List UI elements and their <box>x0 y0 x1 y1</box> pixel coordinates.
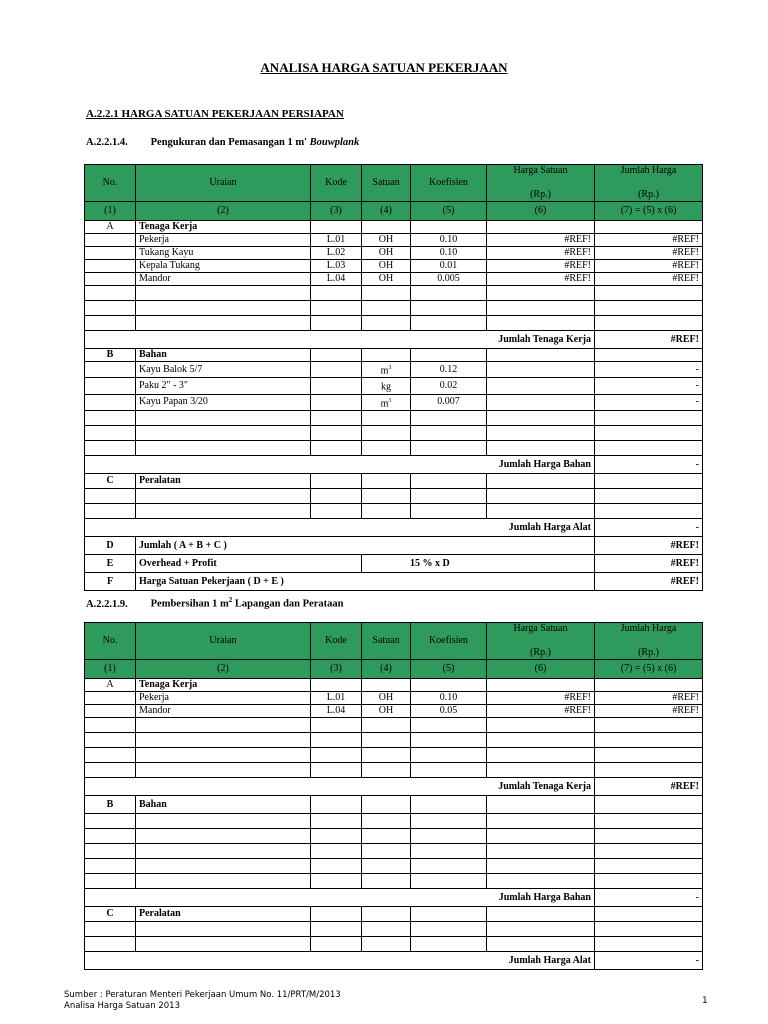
empty-row <box>85 748 703 763</box>
empty-row <box>85 488 703 503</box>
col-header-harga-satuan: Harga Satuan (Rp.) <box>487 165 595 202</box>
labor-total-row: Jumlah Tenaga Kerja #REF! <box>85 778 703 796</box>
column-number-row: (1) (2) (3) (4) (5) (6) (7) = (5) x (6) <box>85 660 703 679</box>
labor-total-row: Jumlah Tenaga Kerja #REF! <box>85 331 703 349</box>
empty-row <box>85 718 703 733</box>
table-row: Kayu Papan 3/20 $m^3$ 0.007 - <box>85 394 703 410</box>
section-b-row: B Bahan <box>85 796 703 814</box>
empty-row <box>85 733 703 748</box>
section-c-row: C Peralatan <box>85 473 703 488</box>
empty-row <box>85 844 703 859</box>
col-header-satuan: Satuan <box>362 165 411 202</box>
empty-row <box>85 763 703 778</box>
analysis-table-1 <box>84 164 703 591</box>
empty-row <box>85 922 703 937</box>
empty-row <box>85 859 703 874</box>
col-header-koefisien: Koefisien <box>411 165 487 202</box>
empty-row <box>85 286 703 301</box>
material-total-row: Jumlah Harga Bahan - <box>85 889 703 907</box>
empty-row <box>85 503 703 518</box>
item-description: Pembersihan 1 m <box>150 598 229 610</box>
section-title: A.2.2.1 HARGA SATUAN PEKERJAAN PERSIAPAN <box>86 108 344 120</box>
total-d-row: D Jumlah ( A + B + C ) #REF! <box>85 536 703 554</box>
table-row: Mandor L.04 OH 0.005 #REF! #REF! <box>85 273 703 286</box>
section-a-row: A Tenaga Kerja <box>85 679 703 692</box>
item-code: A.2.2.1.4. <box>86 137 128 148</box>
overhead-e-row: E Overhead + Profit 15 % x D #REF! <box>85 554 703 572</box>
empty-row <box>85 301 703 316</box>
footer-subtitle: Analisa Harga Satuan 2013 <box>64 1001 180 1011</box>
footer <box>64 990 341 1012</box>
table-row: Kayu Balok 5/7 $m^3$ 0.12 - <box>85 362 703 378</box>
document-title: ANALISA HARGA SATUAN PEKERJAAN <box>260 60 508 75</box>
column-number-row: (1) (2) (3) (4) (5) (6) (7) = (5) x (6) <box>85 202 703 221</box>
empty-row <box>85 814 703 829</box>
footer-source: Sumber : Peraturan Menteri Pekerjaan Umum No. 11/PRT/M/2013 <box>64 990 341 1000</box>
table-header-row <box>85 165 703 202</box>
tool-total-row: Jumlah Harga Alat - <box>85 518 703 536</box>
table-row: Mandor L.04 OH 0.05 #REF! #REF! <box>85 705 703 718</box>
table-row: Paku 2" - 3" kg 0.02 - <box>85 378 703 394</box>
empty-row <box>85 316 703 331</box>
col-header-kode: Kode <box>311 165 362 202</box>
table-header-row: No. Uraian Kode Satuan Koefisien Harga Satuan (Rp.) Jumlah Harga (Rp.) <box>85 623 703 660</box>
item-heading-2: A.2.2.1.9. Pembersihan 1 $m^2$ Lapangan dan Perataan <box>86 596 344 610</box>
item-description-italic: Bouwplank <box>309 137 360 148</box>
page-number: 1 <box>702 996 708 1006</box>
tool-total-row: Jumlah Harga Alat - <box>85 952 703 970</box>
col-header-uraian: Uraian <box>136 165 311 202</box>
item-heading-1 <box>86 137 359 148</box>
empty-row <box>85 937 703 952</box>
section-c-row: C Peralatan <box>85 907 703 922</box>
material-total-row: Jumlah Harga Bahan - <box>85 455 703 473</box>
col-header-no: No. <box>85 165 136 202</box>
section-a-row: A Tenaga Kerja <box>85 221 703 234</box>
item-code: A.2.2.1.9. <box>86 598 128 610</box>
analysis-table-2 <box>84 622 703 970</box>
total-f-row: F Harga Satuan Pekerjaan ( D + E ) #REF! <box>85 572 703 590</box>
col-header-jumlah-harga: Jumlah Harga (Rp.) <box>595 165 703 202</box>
table-row: Pekerja L.01 OH 0.10 #REF! #REF! <box>85 692 703 705</box>
empty-row <box>85 440 703 455</box>
item-description: Pengukuran dan Pemasangan 1 m' <box>150 137 307 148</box>
empty-row <box>85 410 703 425</box>
table-row: Pekerja L.01 OH 0.10 #REF! #REF! <box>85 234 703 247</box>
section-b-row: B Bahan <box>85 349 703 362</box>
table-row: Tukang Kayu L.02 OH 0.10 #REF! #REF! <box>85 247 703 260</box>
empty-row <box>85 425 703 440</box>
empty-row <box>85 829 703 844</box>
table-row: Kepala Tukang L.03 OH 0.01 #REF! #REF! <box>85 260 703 273</box>
empty-row <box>85 874 703 889</box>
